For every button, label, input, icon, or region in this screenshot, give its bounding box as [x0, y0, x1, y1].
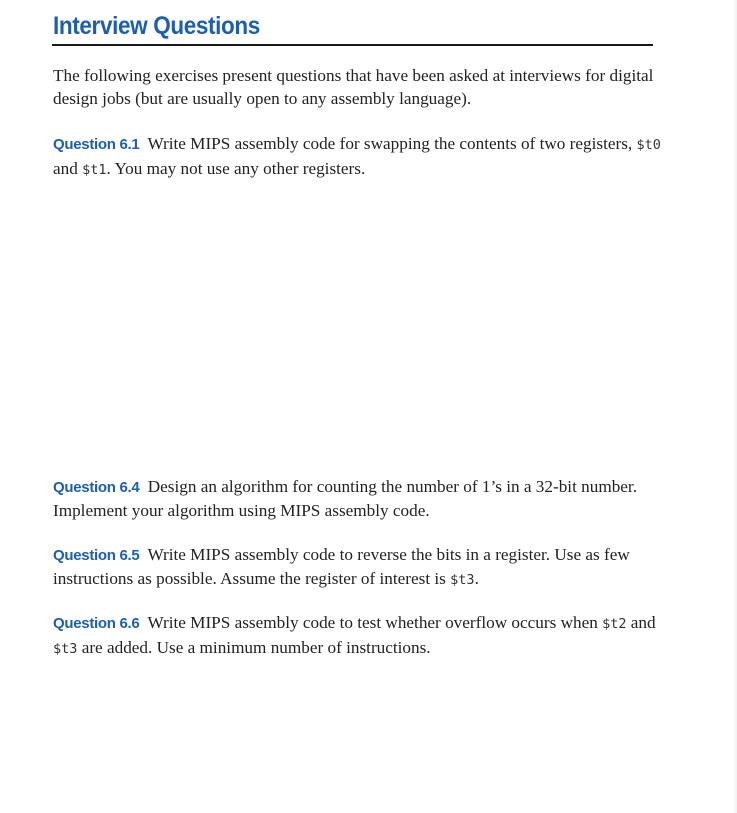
question-text: . You may not use any other registers.: [106, 159, 366, 178]
question-text: Write MIPS assembly code to test whether overflow occurs when: [147, 613, 598, 632]
question-text: Write MIPS assembly code for swapping the contents of two registers,: [147, 134, 633, 153]
register-code: $t3: [450, 572, 475, 588]
question-label: Question 6.4: [53, 479, 140, 496]
register-code: $t2: [602, 616, 627, 632]
question-text: and: [630, 613, 656, 632]
register-code: $t3: [53, 641, 78, 657]
question-6-1: [53, 132, 663, 182]
register-code: $t0: [636, 137, 661, 153]
question-6-6: [53, 611, 663, 661]
question-text: .: [474, 569, 479, 588]
question-label: Question 6.6: [53, 615, 140, 632]
intro-paragraph: The following exercises present questions that have been asked at interviews for digital design jobs (but are usually open to any assembly language).: [53, 66, 654, 108]
register-code: $t1: [82, 162, 107, 178]
question-6-5: [53, 543, 663, 592]
question-label: Question 6.5: [53, 547, 140, 564]
question-text: are added. Use a minimum number of instructions.: [81, 638, 431, 657]
question-text: and: [53, 159, 78, 178]
heading-rule: [52, 44, 653, 46]
section-heading: Interview Questions: [53, 12, 260, 40]
page-edge-shadow: [733, 0, 737, 813]
question-6-4: [53, 475, 663, 522]
question-text: Write MIPS assembly code to reverse the bits in a register. Use as few instructions as possible. Assume the register of interest is: [53, 545, 630, 588]
question-label: Question 6.1: [53, 136, 140, 153]
question-text: Design an algorithm for counting the number of 1’s in a 32-bit number. Implement your algorithm using MIPS assembly code.: [53, 477, 638, 520]
